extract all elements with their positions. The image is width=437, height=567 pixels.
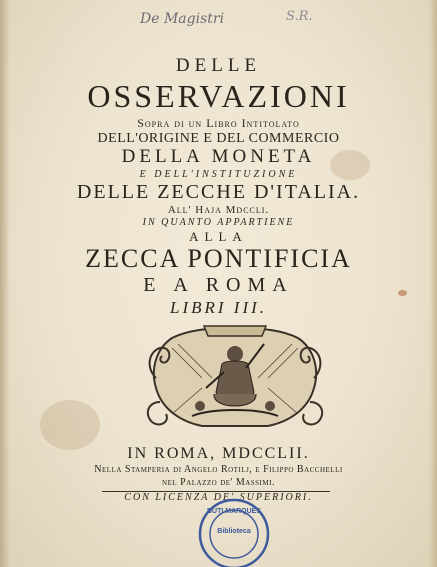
foxing-stain — [40, 400, 100, 450]
title-line-10: ALLA — [189, 229, 248, 244]
stamp-text-middle: Biblioteca — [217, 528, 251, 535]
title-line-2: OSSERVAZIONI — [87, 78, 350, 114]
imprint-place-year: IN ROMA, MDCCLII. — [127, 445, 310, 462]
imprint-printer: Nella Stamperia di Angelo Rotilj, e Filippo Bacchelli — [94, 464, 343, 475]
library-stamp — [198, 498, 270, 567]
title-line-6: E DELL'INSTITUZIONE — [139, 169, 298, 180]
pencil-mark: S.R. — [286, 9, 313, 24]
imprint-location: nel Palazzo de' Massimi. — [162, 477, 275, 488]
title-line-1: DELLE — [175, 55, 262, 76]
title-line-5: DELLA MONETA — [121, 146, 316, 167]
title-line-11: ZECCA PONTIFICIA — [85, 244, 352, 273]
title-line-7: DELLE ZECCHE D'ITALIA. — [76, 181, 361, 203]
title-line-8: All' Haja Mdccli. — [167, 204, 270, 216]
title-line-9: IN QUANTO APPARTIENE — [142, 217, 295, 228]
title-line-12: E A ROMA — [143, 274, 294, 296]
title-line-3: Sopra di un Libro Intitolato — [137, 116, 300, 130]
allegorical-woodcut-figure-icon — [142, 318, 328, 434]
stamp-text-top: BUTI MARQUES — [206, 508, 262, 515]
title-line-13: LIBRI III. — [169, 298, 268, 317]
title-line-4: DELL'ORIGINE E DEL COMMERCIO — [97, 131, 340, 146]
imprint-license: CON LICENZA DE' SUPERIORI. — [124, 492, 313, 503]
handwritten-note: De Magistri — [140, 11, 225, 27]
